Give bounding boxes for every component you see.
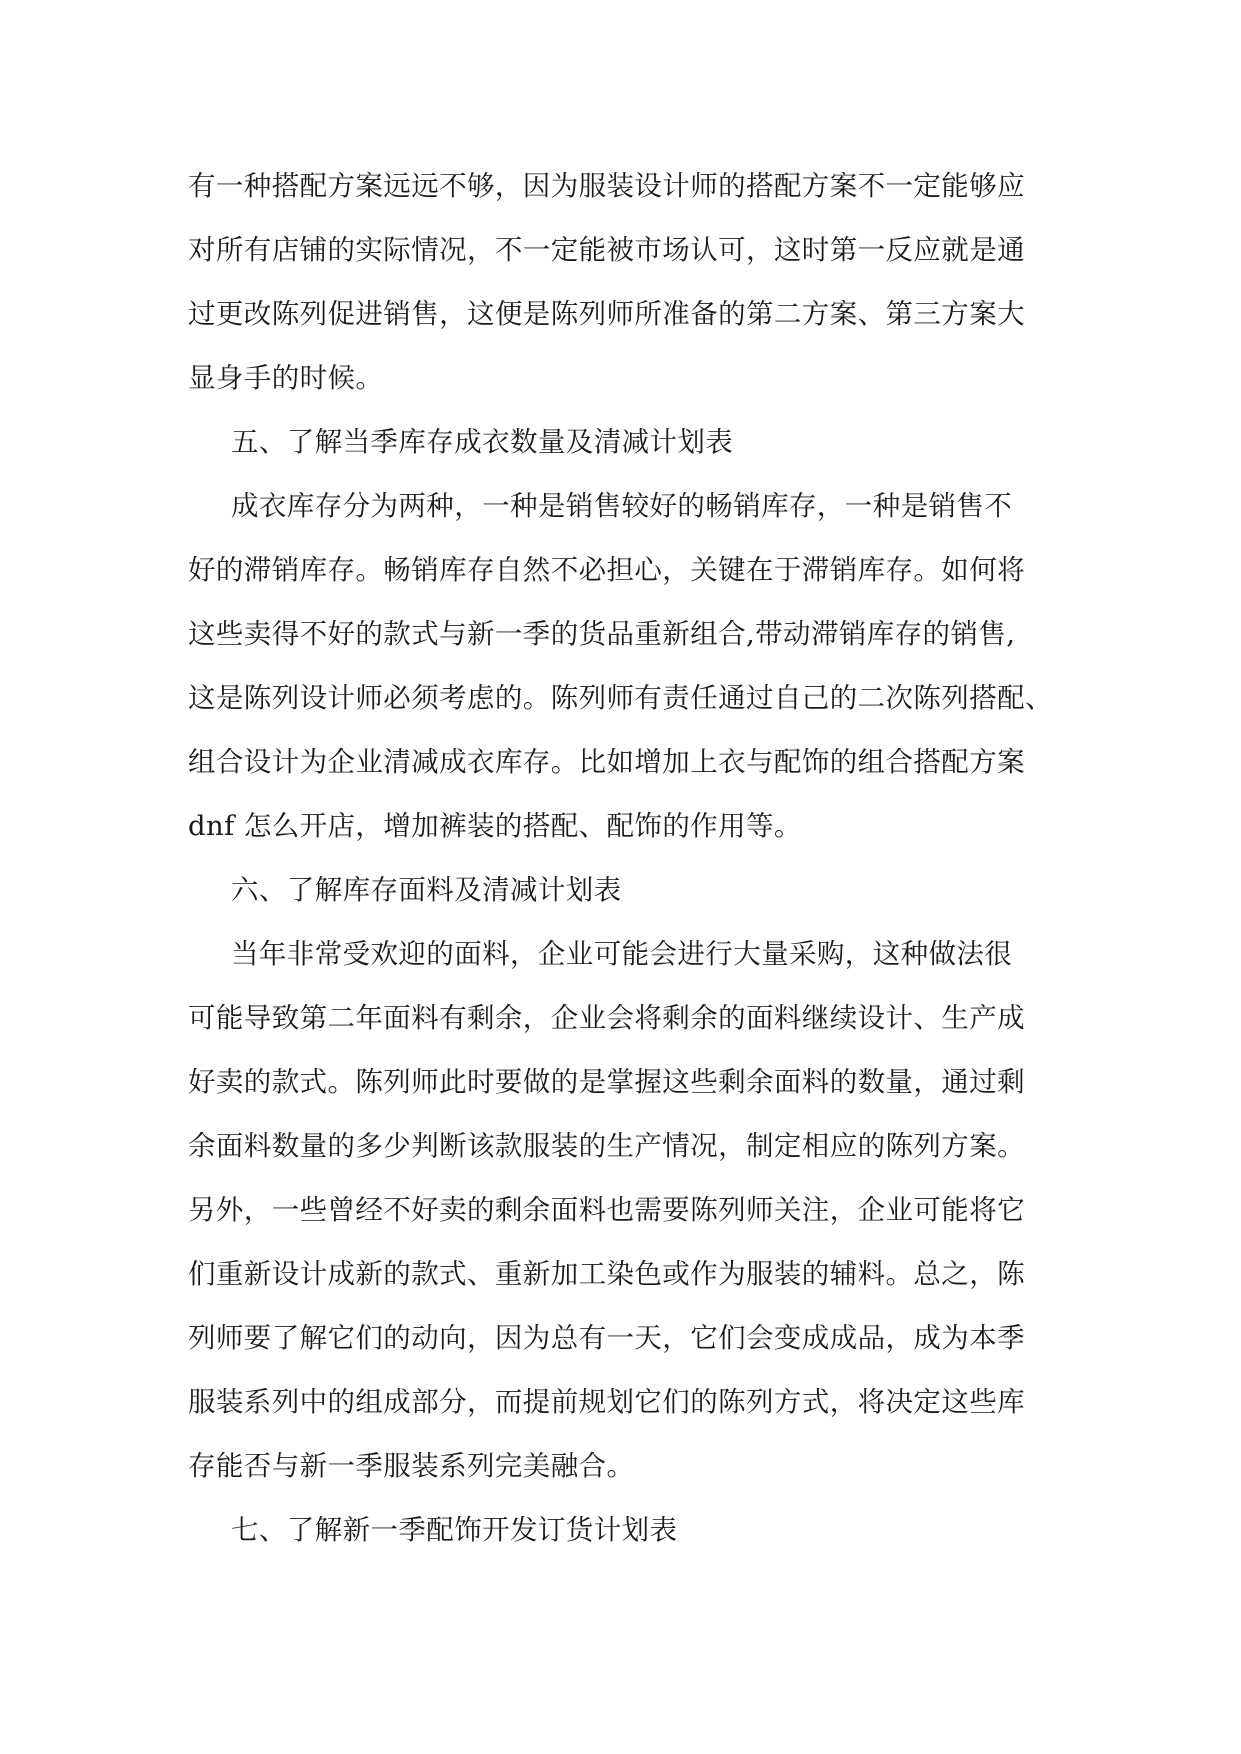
body-text-line: 过更改陈列促进销售，这便是陈列师所准备的第二方案、第三方案大: [188, 298, 1025, 330]
body-text-line: 列师要了解它们的动向，因为总有一天，它们会变成成品，成为本季: [188, 1322, 1025, 1354]
body-text-line: 余面料数量的多少判断该款服装的生产情况，制定相应的陈列方案。: [188, 1130, 1025, 1162]
body-text-line: 好的滞销库存。畅销库存自然不必担心，关键在于滞销库存。如何将: [188, 554, 1025, 586]
body-text-line: 对所有店铺的实际情况，不一定能被市场认可，这时第一反应就是通: [188, 234, 1025, 266]
section-heading-7: 七、了解新一季配饰开发订货计划表: [231, 1514, 678, 1546]
document-body: [188, 154, 1064, 1562]
paragraph-first-line: 当年非常受欢迎的面料，企业可能会进行大量采购，这种做法很: [231, 938, 1013, 970]
body-text-line: 服装系列中的组成部分，而提前规划它们的陈列方式，将决定这些库: [188, 1386, 1025, 1418]
body-text-line: 这些卖得不好的款式与新一季的货品重新组合,带动滞销库存的销售,: [188, 618, 1016, 650]
section-heading-6: 六、了解库存面料及清减计划表: [231, 874, 622, 906]
body-text-line: 可能导致第二年面料有剩余，企业会将剩余的面料继续设计、生产成: [188, 1002, 1025, 1034]
body-text-line: 们重新设计成新的款式、重新加工染色或作为服装的辅料。总之，陈: [188, 1258, 1025, 1290]
body-text-line: 存能否与新一季服装系列完美融合。: [188, 1450, 635, 1482]
body-text-line: 这是陈列设计师必须考虑的。陈列师有责任通过自己的二次陈列搭配、: [188, 682, 1053, 714]
body-text-line: 有一种搭配方案远远不够，因为服装设计师的搭配方案不一定能够应: [188, 170, 1025, 202]
paragraph-first-line: 成衣库存分为两种，一种是销售较好的畅销库存，一种是销售不: [231, 490, 1013, 522]
body-text-line: 组合设计为企业清减成衣库存。比如增加上衣与配饰的组合搭配方案: [188, 746, 1025, 778]
body-text-line: 显身手的时候。: [188, 362, 384, 394]
section-heading-5: 五、了解当季库存成衣数量及清减计划表: [231, 426, 734, 458]
body-text-line: 好卖的款式。陈列师此时要做的是掌握这些剩余面料的数量，通过剩: [188, 1066, 1025, 1098]
body-text-line: 另外，一些曾经不好卖的剩余面料也需要陈列师关注，企业可能将它: [188, 1194, 1025, 1226]
body-text-line: dnf 怎么开店，增加裤装的搭配、配饰的作用等。: [188, 810, 802, 842]
